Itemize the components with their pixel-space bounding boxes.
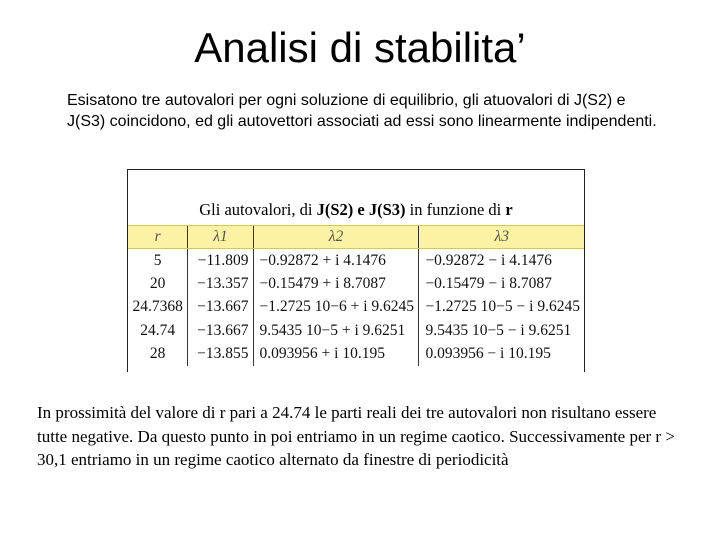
header-r: r [128,226,188,249]
caption-js2: J(S2) [316,200,354,219]
cell-lambda3: 9.5435 10−5 − i 9.6251 [419,319,584,342]
cell-lambda1: −13.855 [188,343,253,366]
cell-lambda2: 0.093956 + i 10.195 [253,343,419,366]
cell-r: 5 [153,251,162,269]
cell-lambda2: 9.5435 10−5 + i 9.6251 [253,319,419,342]
cell-r: 20 [149,275,166,293]
eigenvalue-table [128,225,584,366]
cell-r: 24.74 [140,321,176,339]
caption-prefix: Gli autovalori, di [199,200,317,219]
conclusion-paragraph: In prossimità del valore di r pari a 24.74 le parti reali dei tre autovalori non risultano essere tutte negative. Da questo punto in poi entriamo in un regime caotico. Successivamente per r > 30,1 entriamo in un regime caotico alternato da finestre di periodicità [37,403,675,469]
table-row [128,249,584,273]
cell-lambda1: −13.667 [188,296,253,319]
table-row [128,296,584,319]
table-row [128,319,584,342]
table-caption-box [127,169,585,225]
cell-lambda3: −0.15479 − i 8.7087 [419,272,584,295]
caption-middle: in funzione di [405,200,506,219]
header-lambda2: λ2 [253,226,419,249]
caption-r: r [505,200,513,219]
cell-lambda2: −1.2725 10−6 + i 9.6245 [253,296,419,319]
cell-lambda3: −0.92872 − i 4.1476 [419,249,584,273]
header-lambda1: λ1 [188,226,253,249]
cell-lambda3: −1.2725 10−5 − i 9.6245 [419,296,584,319]
caption-and: e [353,200,369,219]
table-caption [128,200,584,220]
eigenvalue-table-wrap [127,225,585,372]
caption-js3: J(S3) [368,200,406,219]
cell-lambda3: 0.093956 − i 10.195 [419,343,584,366]
intro-text: Esisatono tre autovalori per ogni soluzione di equilibrio, gli atuovalori di J(S2) e J(S3) coincidono, ed gli autovettori associati ad essi sono linearmente indipendenti. [67,92,657,130]
cell-r: 24.7368 [132,298,183,316]
cell-r: 28 [149,345,166,363]
slide-title: Analisi di stabilita’ [194,24,526,71]
table-header-row [128,226,584,249]
cell-lambda2: −0.15479 + i 8.7087 [253,272,419,295]
table-row [128,343,584,366]
cell-lambda1: −13.357 [188,272,253,295]
cell-lambda2: −0.92872 + i 4.1476 [253,249,419,273]
header-lambda3: λ3 [419,226,584,249]
cell-lambda1: −13.667 [188,319,253,342]
table-row [128,272,584,295]
cell-lambda1: −11.809 [188,249,253,273]
